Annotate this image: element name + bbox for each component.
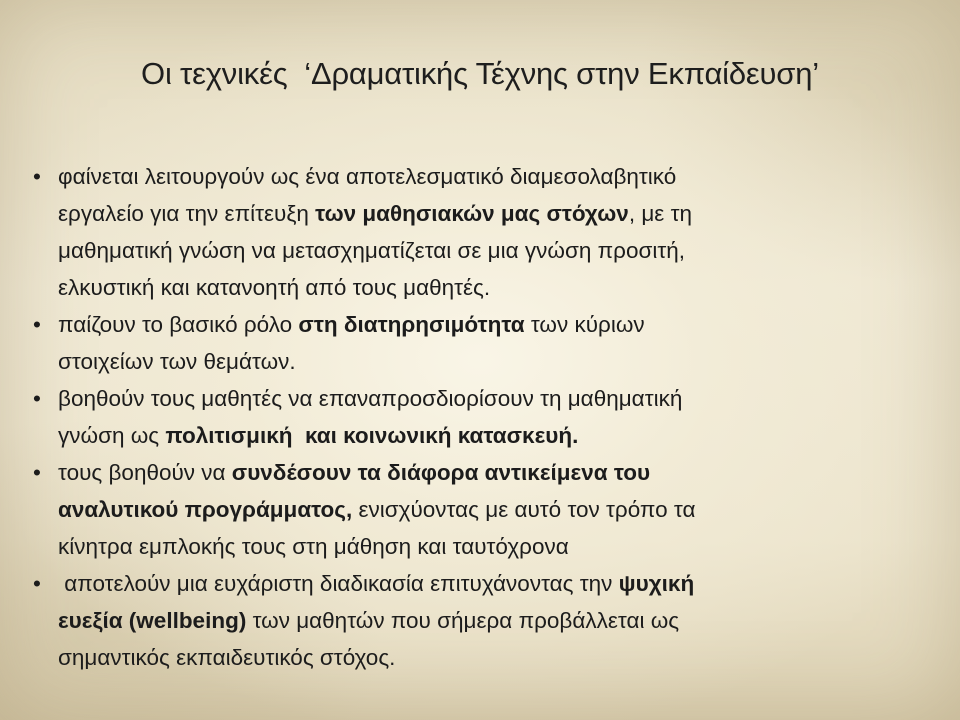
text-run: , με τη: [628, 201, 692, 226]
slide-title: Οι τεχνικές ‘Δραματικής Τέχνης στην Εκπαίδευση’: [141, 56, 819, 91]
bullet-item: [28, 380, 928, 454]
bold-text-run: αναλυτικού προγράμματος,: [58, 497, 353, 522]
text-run: στοιχείων των θεμάτων.: [58, 349, 296, 374]
text-run: των μαθητών που σήμερα προβάλλεται ως: [246, 608, 680, 633]
bullet-line: [58, 639, 928, 676]
bullet-text: [58, 306, 928, 380]
bullet-text: [58, 158, 928, 306]
text-run: παίζουν το βασικό ρόλο: [58, 312, 299, 337]
bold-text-run: στη διατηρησιμότητα: [298, 312, 525, 337]
bullet-line: [58, 306, 928, 343]
bold-text-run: συνδέσουν τα διάφορα αντικείμενα του: [231, 460, 651, 485]
bullet-line: [58, 491, 928, 528]
bullet-marker: •: [33, 571, 41, 596]
text-run: τους βοηθούν να: [58, 460, 232, 485]
bullet-marker: •: [33, 460, 41, 485]
bold-text-run: ευεξία (wellbeing): [58, 608, 247, 633]
text-run: σημαντικός εκπαιδευτικός στόχος.: [58, 645, 396, 670]
bullet-line: [58, 380, 928, 417]
bullet-line: [58, 158, 928, 195]
text-run: των κύριων: [524, 312, 645, 337]
bullet-text: [58, 454, 928, 565]
bullet-item: [28, 565, 928, 676]
bullet-text: [58, 565, 928, 676]
text-run: μαθηματική γνώση να μετασχηματίζεται σε μια γνώση προσιτή,: [58, 238, 686, 263]
bullet-item: [28, 454, 928, 565]
bullet-marker: •: [33, 312, 41, 337]
bold-text-run: πολιτισμική και κοινωνική κατασκευή.: [165, 423, 579, 448]
bullet-marker: •: [33, 386, 41, 411]
bullet-item: [28, 158, 928, 306]
bullet-line: [58, 528, 928, 565]
text-run: φαίνεται λειτουργούν ως ένα αποτελεσματικό διαμεσολαβητικό: [58, 164, 677, 189]
text-run: ελκυστική και κατανοητή από τους μαθητές.: [58, 275, 491, 300]
bullet-line: [58, 343, 928, 380]
bullet-item: [28, 306, 928, 380]
text-run: αποτελούν μια ευχάριστη διαδικασία επιτυχάνοντας την: [58, 571, 619, 596]
text-run: ενισχύοντας με αυτό τον τρόπο τα: [352, 497, 696, 522]
bullet-line: [58, 565, 928, 602]
bullet-line: [58, 417, 928, 454]
text-run: εργαλείο για την επίτευξη: [58, 201, 316, 226]
bullet-list: [28, 158, 928, 676]
bullet-line: [58, 232, 928, 269]
text-run: βοηθούν τους μαθητές να επαναπροσδιορίσουν τη μαθηματική: [58, 386, 683, 411]
bullet-line: [58, 269, 928, 306]
text-run: γνώση ως: [58, 423, 166, 448]
bold-text-run: ψυχική: [618, 571, 695, 596]
bullet-line: [58, 454, 928, 491]
text-run: κίνητρα εμπλοκής τους στη μάθηση και ταυτόχρονα: [58, 534, 569, 559]
bullet-text: [58, 380, 928, 454]
bullet-line: [58, 195, 928, 232]
bullet-marker: •: [33, 164, 41, 189]
bullet-line: [58, 602, 928, 639]
bold-text-run: των μαθησιακών μας στόχων: [315, 201, 629, 226]
